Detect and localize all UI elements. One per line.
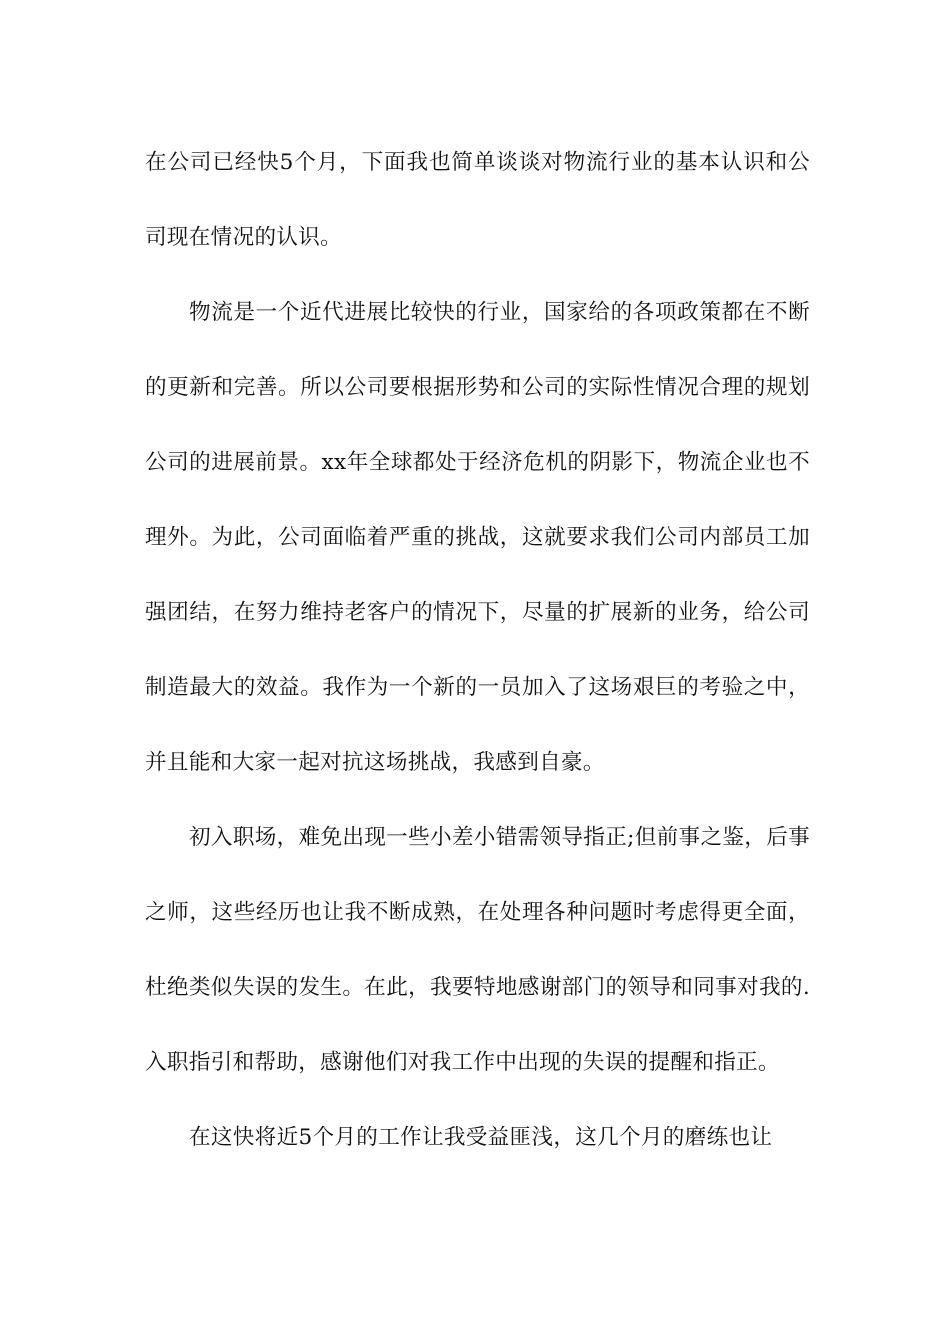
paragraph-2: 物流是一个近代进展比较快的行业，国家给的各项政策都在不断的更新和完善。所以公司要根据形势和公司的实际性情况合理的规划公司的进展前景。xx年全球都处于经济危机的阴影下，物流企业也不理外。为此，公司面临着严重的挑战，这就要求我们公司内部员工加强团结，在努力维持老客户的情况下，尽量的扩展新的业务，给公司制造最大的效益。我作为一个新的一员加入了这场艰巨的考验之中，并且能和大家一起对抗这场挑战，我感到自豪。	[145, 300, 810, 775]
paragraph-3: 初入职场，难免出现一些小差小错需领导指正;但前事之鉴，后事之师，这些经历也让我不断成熟，在处理各种问题时考虑得更全面，杜绝类似失误的发生。在此，我要特地感谢部门的领导和同事对我的.入职指引和帮助，感谢他们对我工作中出现的失误的提醒和指正。	[145, 825, 810, 1075]
paragraph-4: 在这快将近5个月的工作让我受益匪浅，这几个月的磨练也让	[189, 1125, 773, 1150]
document-body	[145, 125, 810, 1175]
paragraph-1: 在公司已经快5个月，下面我也简单谈谈对物流行业的基本认识和公司现在情况的认识。	[145, 150, 810, 250]
